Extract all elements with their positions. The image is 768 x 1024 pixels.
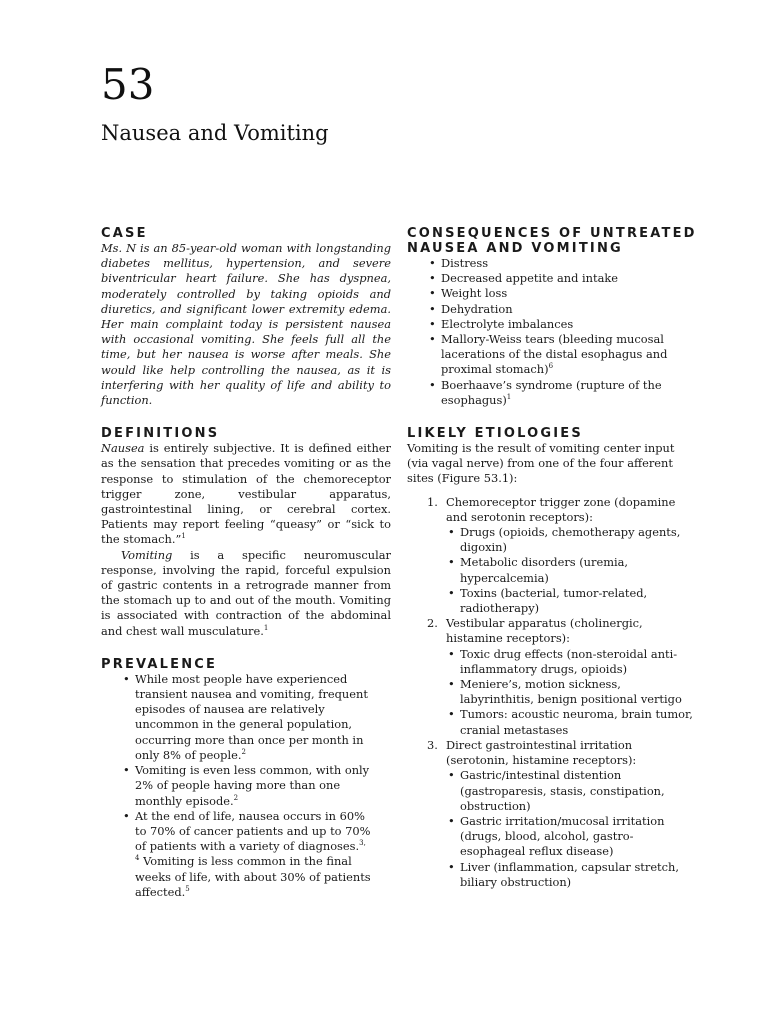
afferent-sites-list	[427, 495, 697, 890]
case-heading: CASE	[101, 226, 148, 241]
list-item	[427, 378, 687, 408]
right-column	[407, 226, 697, 890]
left-column	[101, 226, 391, 900]
term-nausea: Nausea	[101, 441, 145, 456]
term-vomiting: Vomiting	[121, 547, 173, 562]
sub-list-item: • Drugs (opioids, chemotherapy agents, digoxin)	[446, 525, 697, 555]
list-item	[427, 271, 687, 286]
list-item-text: Distress	[441, 256, 489, 270]
list-item-text: Electrolyte imbalances	[441, 316, 574, 331]
list-item	[427, 332, 687, 378]
reference-marker: 1	[506, 393, 512, 402]
reference-marker: 5	[185, 884, 190, 893]
sub-list-item: • Toxins (bacterial, tumor-related, radiotherapy)	[446, 586, 697, 616]
sub-list-item: • Liver (inflammation, capsular stretch, biliary obstruction)	[446, 860, 697, 890]
item-number: 2.	[427, 616, 438, 631]
prevalence-list	[121, 672, 371, 900]
list-item-text: At the end of life, nausea occurs in 60% to 70% of cancer patients and up to 70% of patients with a variety of diagnoses.	[135, 808, 371, 854]
list-item-text: While most people have experienced transient nausea and vomiting, frequent episodes of nausea are relatively uncommon in the general population, occurring more than once per month in only 8% of people.	[135, 671, 368, 762]
sub-list	[446, 768, 697, 890]
list-item	[121, 672, 371, 763]
list-item	[427, 286, 687, 301]
sub-list-item: • Toxic drug effects (non-steroidal anti-inflammatory drugs, opioids)	[446, 647, 697, 677]
list-item	[121, 809, 371, 900]
item-number: 3.	[427, 737, 438, 752]
reference-marker: 1	[181, 532, 186, 541]
item-label: Chemoreceptor trigger zone (dopamine and serotonin receptors):	[446, 494, 676, 524]
afferent-site-item	[427, 738, 697, 890]
sub-list	[446, 525, 697, 616]
list-item	[427, 256, 687, 271]
heading-line: CONSEQUENCES OF UNTREATED	[407, 226, 697, 241]
definition-nausea-text: is entirely subjective. It is defined either as the sensation that precedes vomiting or as the response to stimulation of the chemoreceptor trigger zone, vestibular apparatus, gastrointestinal lining, or cerebral cortex. Patients may report feeling “queasy” or “sick to the stomach.”	[101, 441, 391, 547]
reference-marker: 2	[241, 748, 246, 757]
reference-marker: 1	[263, 623, 269, 632]
etiologies-intro: Vomiting is the result of vomiting center input (via vagal nerve) from one of the four afferent sites (Figure 53.1):	[407, 441, 675, 486]
sub-list-item: • Gastric irritation/mucosal irritation (drugs, blood, alcohol, gastro-esophageal reflux disease)	[446, 814, 697, 860]
case-text: Ms. N is an 85-year-old woman with longstanding diabetes mellitus, hypertension, and severe biventricular heart failure. She has dyspnea, moderately controlled by taking opioids and diuretics, and significant lower extremity edema. Her main complaint today is persistent nausea with occasional vomiting. She feels full all the time, but her nausea is worse after meals. She would like help controlling the nausea, as it is interfering with her quality of life and ability to function.	[101, 241, 391, 408]
definition-vomiting-text: is a specific neuromuscular response, involving the rapid, forceful expulsion of gastric contents in a retrograde manner from the stomach up to and out of the mouth. Vomiting is associated with contraction of the abdominal and chest wall musculature.	[101, 547, 391, 638]
list-item-text: Vomiting is even less common, with only 2% of people having more than one monthly episode.	[135, 763, 370, 808]
reference-marker: 2	[233, 793, 239, 802]
item-label: Vestibular apparatus (cholinergic, histamine receptors):	[446, 616, 643, 646]
list-item	[427, 302, 687, 317]
list-item-text: Dehydration	[441, 301, 513, 316]
sub-list-item: • Metabolic disorders (uremia, hypercalcemia)	[446, 555, 697, 585]
list-item-text: Mallory-Weiss tears (bleeding mucosal lacerations of the distal esophagus and proximal stomach)	[441, 332, 668, 377]
list-item-text: Weight loss	[441, 286, 508, 301]
reference-marker: 3, 4	[135, 839, 366, 863]
prevalence-heading: PREVALENCE	[101, 656, 218, 672]
afferent-site-item	[427, 495, 697, 617]
sub-list-item: • Gastric/intestinal distention (gastroparesis, stasis, constipation, obstruction)	[446, 768, 697, 814]
definition-nausea	[101, 441, 391, 547]
consequences-list	[427, 256, 687, 408]
definitions-heading: DEFINITIONS	[101, 426, 220, 442]
list-item	[121, 763, 371, 809]
sub-list-item: • Meniere’s, motion sickness, labyrinthitis, benign positional vertigo	[446, 677, 697, 707]
chapter-title: Nausea and Vomiting	[101, 121, 329, 145]
item-number: 1.	[427, 494, 438, 509]
sub-list	[446, 647, 697, 738]
heading-line: NAUSEA AND VOMITING	[407, 241, 623, 256]
list-item-text: Vomiting is less common in the final weeks of life, with about 30% of patients affected.	[135, 854, 371, 899]
item-label: Direct gastrointestinal irritation (serotonin, histamine receptors):	[446, 737, 637, 768]
list-item-text: Decreased appetite and intake	[441, 271, 619, 286]
afferent-site-item	[427, 616, 697, 738]
chapter-number: 53	[101, 60, 155, 109]
etiologies-heading: LIKELY ETIOLOGIES	[407, 426, 583, 442]
list-item	[427, 317, 687, 332]
consequences-heading	[407, 226, 697, 256]
definition-vomiting	[101, 548, 391, 639]
sub-list-item: • Tumors: acoustic neuroma, brain tumor, cranial metastases	[446, 707, 697, 737]
list-item-text: Boerhaave’s syndrome (rupture of the esophagus)	[441, 377, 662, 407]
reference-marker: 6	[548, 362, 554, 371]
